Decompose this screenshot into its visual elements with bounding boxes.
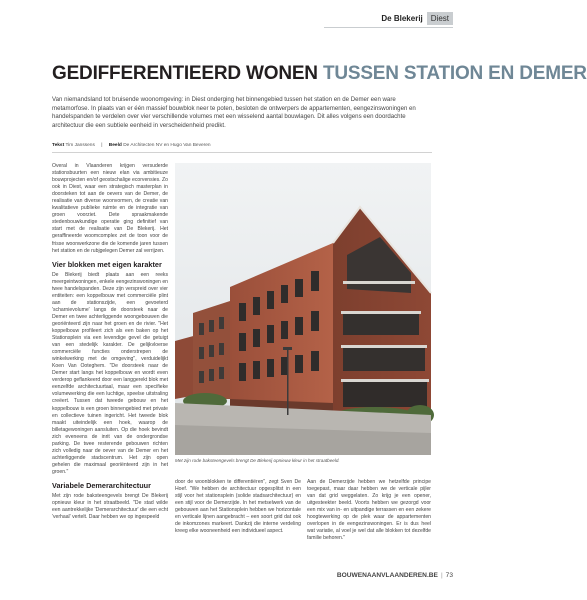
- body-paragraph-demer: Met zijn rode baksteengevels brengt De Blekerij opnieuw kleur in het straatbeeld. "De stad wilde een aantrekkelijke 'Demerarchitectuur' die een echt 'verhaal' vertelt. Daar hebben we op ingespeeld: [52, 492, 168, 521]
- header-section-tab: Diest: [427, 12, 453, 25]
- article-title: [52, 63, 587, 84]
- page-footer: [337, 572, 453, 579]
- body-paragraph-col2: door de woonblokken te differentiëren", zegt Sven De Hoef. "We hebben de architectuur opgesplitst in een stijl voor het stationsplein (solide stadsarchitectuur) en een stijl voor de Demerzijde. In het metselwerk van de gebouwen aan het Stationsplein hebben we horizontale en verticale lijnen aangebracht – een soort grid dat ook de inkomzones markeert. Dankzij die interne verdeling kreeg elke wooneenheid een individueel aspect.: [175, 479, 301, 535]
- footer-site: BOUWENAANVLAANDEREN.BE: [336, 572, 438, 579]
- photo-caption: Met zijn rode baksteengevels brengt De Blekerij opnieuw kleur in het straatbeeld.: [175, 458, 340, 463]
- header-divider: [324, 27, 453, 28]
- running-header: [381, 10, 453, 26]
- title-part-dark: GEDIFFERENTIEERD WONEN: [52, 63, 318, 84]
- footer-separator: |: [440, 572, 443, 579]
- subheading-blokken: Vier blokken met eigen karakter: [52, 259, 162, 269]
- credit-photo-value: De Architecten NV en Hugo Van Beveren: [123, 143, 211, 148]
- building-photo-illustration: [175, 163, 431, 455]
- page-number: 73: [445, 572, 453, 579]
- credit-separator: |: [101, 143, 103, 148]
- article-credits: [52, 143, 211, 148]
- intro-paragraph: Overal in Vlaanderen krijgen versuderde stationsbuurten een nieuw elan via ambitieuze bouwprojecten en/of geostschalige ecorvensies. Zo ook in Diest, waar een strategisch masterplan in doorsteken tot aan de oevers van de Demer, de realisatie van diverse woonvormen, de creatie van kwalitatieve publieke ruimte en de integratie van groen voorziet. Dete spraakmakende stedenbouwkundige operatie ging definitief van start met de realisatie van De Blekerij. Het geraffineerde woomcomplex zet de toon voor de frisse woonwerkzone die de komende jaren tussen het station en de rubjgelegen Demer zal verrijzen.: [52, 163, 168, 254]
- credit-text-value: Tim Janssens: [65, 143, 95, 148]
- body-column-1: [52, 163, 168, 521]
- header-brand: De Blekerij: [381, 13, 423, 23]
- credits-divider: [52, 152, 432, 153]
- title-part-blue: TUSSEN STATION EN DEMER: [322, 63, 587, 84]
- body-column-3: [307, 479, 431, 542]
- article-lead: Van niemandsland tot bruisende woonomgeving: in Diest onderging het binnengebied tussen het station en de Demer een ware metamorfose. In plaats van er één massief bouwblok neer te poten, besloten de ontwerpers de appartementen, eengezinswoningen en handelspanden te verdelen over vier verschillende volumes met een wisselend aantal bouwlagen. Dit alles volgens een doordachte architectuur die een subtiele eenheid in verscheidenheid predikt.: [52, 96, 416, 129]
- body-paragraph-blokken: De Blekerij biedt plaats aan een reeks meergeintwoningen, enkele eengezinswoningen en twee handelspanden. Deze zijn verspreid over vier entiteiten: een koppelbouw met commerciële plint aan de stationszijde, een gevoeterd 'scharnievolume' langs de doorsteek naar de Demer en twee achterliggende woongebouwen die georiënteerd zijn naar het groen en de rivier. "Het koppelbouw profileert zich als een baken op het Stationsplein via een levendige gevel die getuigt van een stedelijk karakter. De gelijkvloerse commerciële functies onderstrepen de winkelwerking met de omgeving", verduidelijkt Koen Van Ooteghem. "De doorsteek naar de Demer start langs het koppelbouw en wordt even verderop geflankeerd door een langgerekt blok met eenzelfde architectuurtaal, maar een specifieke volumewerking die een luchtige, speelse uitstraling creëert. Tussen dat tweede gebouw en het koppelbouw is een groen binnengebied met private en collectieve tuinen ingericht. Het tweede blok maakt uiteindelijk een hoek, waarop de billetagewoningen aansluiten. Op die hoek bevindt zich eveneens de inrit van de ondergrondse parking. De twee resterende gebouwen richten zich volledig naar de oever van de Demer en het achterliggende stadscentrum. Het zijn open gehelen die maximaal georiënteerd zijn in het groen.": [52, 271, 168, 475]
- building-photo: [175, 163, 431, 455]
- subheading-demerarchitectuur: Variabele Demerarchitectuur: [52, 480, 151, 490]
- credit-text-label: Tekst: [52, 143, 65, 148]
- credit-photo-label: Beeld: [108, 143, 122, 148]
- body-column-2: [175, 479, 301, 535]
- body-paragraph-col3: Aan de Demerzijde hebben we hetzelfde principe toegepast, maar daar hebben we de verticale pijler van dat grid weggelaten. Zo krijg je een opener, uitgesteekter beeld. Voorts hebben we gezorgd voor een mix van in- en uitpandige terrassen en een zekere hoogtewerking op de plek waar de appartementen overlopen in de eengezinswoningen. Er is dus heel wat variatie, al voel je wel dat alle blokken tot dezelfde familie behoren.": [307, 479, 431, 542]
